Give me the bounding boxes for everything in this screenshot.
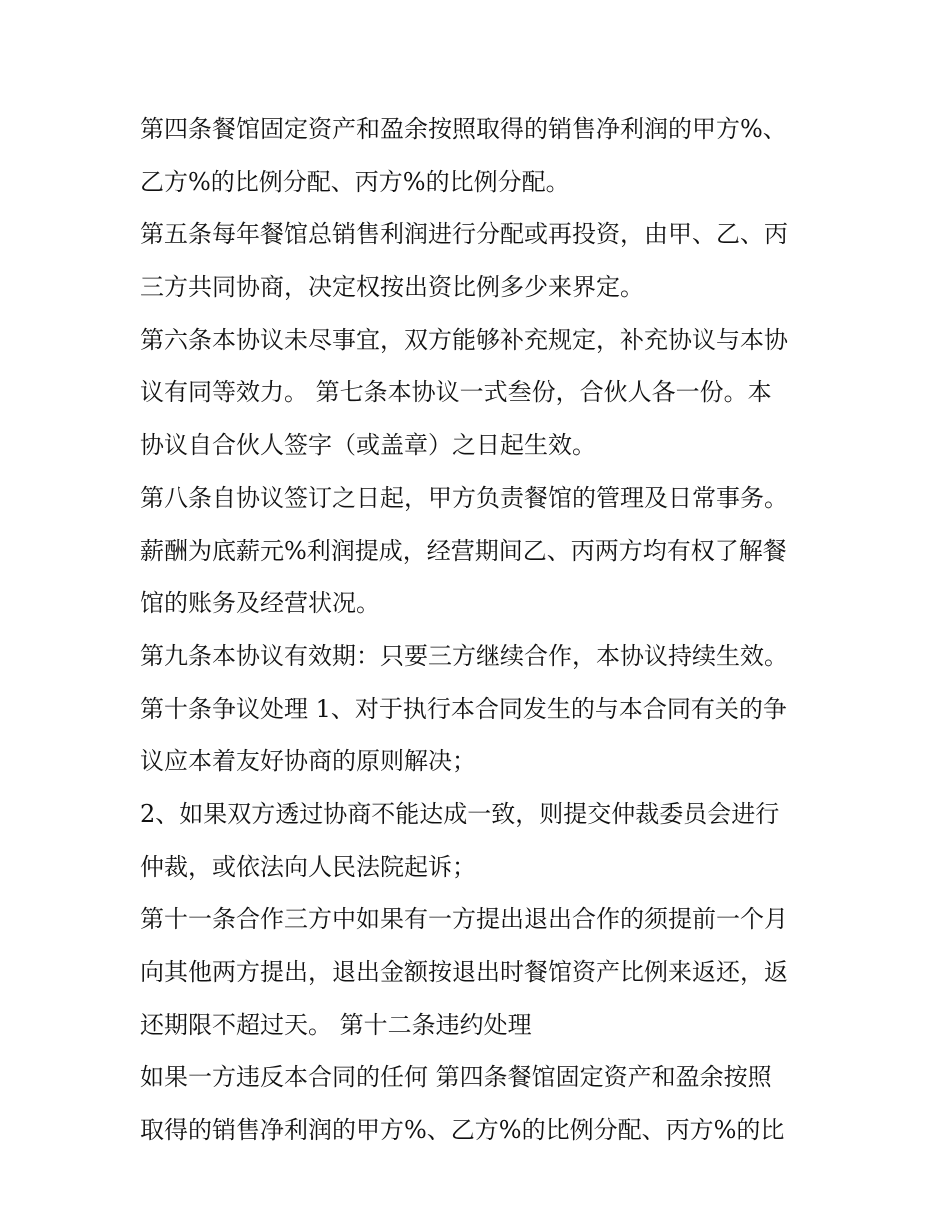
text-line: 第五条每年餐馆总销售利润进行分配或再投资，由甲、乙、丙	[140, 220, 788, 249]
text-line: 2、如果双方透过协商不能达成一致，则提交仲裁委员会进行	[140, 799, 780, 828]
text-line: 向其他两方提出，退出金额按退出时餐馆资产比例来返还，返	[140, 958, 788, 986]
text-line: 第十一条合作三方中如果有一方提出退出合作的须提前一个月	[140, 905, 788, 934]
text-line: 乙方%的比例分配、丙方%的比例分配。	[140, 167, 570, 196]
text-line: 第十条争议处理 1、对于执行本合同发生的与本合同有关的争	[140, 694, 787, 723]
text-line: 还期限不超过天。 第十二条违约处理	[140, 1010, 532, 1039]
document-body	[140, 103, 820, 1157]
text-line: 仲裁，或依法向人民法院起诉；	[140, 852, 476, 881]
text-line: 第九条本协议有效期：只要三方继续合作，本协议持续生效。	[140, 641, 788, 670]
text-line: 馆的账务及经营状况。	[140, 589, 380, 618]
text-line: 第四条餐馆固定资产和盈余按照取得的销售净利润的甲方%、	[140, 115, 787, 143]
text-line: 协议自合伙人签字（或盖章）之日起生效。	[140, 431, 596, 460]
text-line: 三方共同协商，决定权按出资比例多少来界定。	[140, 273, 644, 302]
text-line: 第六条本协议未尽事宜，双方能够补充规定，补充协议与本协	[140, 325, 788, 354]
text-line: 议有同等效力。 第七条本协议一式叁份，合伙人各一份。本	[140, 378, 772, 407]
text-line: 如果一方违反本合同的任何 第四条餐馆固定资产和盈余按照	[140, 1063, 772, 1092]
text-line: 取得的销售净利润的甲方%、乙方%的比例分配、丙方%的比	[140, 1116, 785, 1145]
text-line: 薪酬为底薪元%利润提成，经营期间乙、丙两方均有权了解餐	[140, 536, 787, 565]
text-line: 第八条自协议签订之日起，甲方负责餐馆的管理及日常事务。	[140, 483, 788, 512]
text-line: 议应本着友好协商的原则解决；	[140, 747, 476, 776]
